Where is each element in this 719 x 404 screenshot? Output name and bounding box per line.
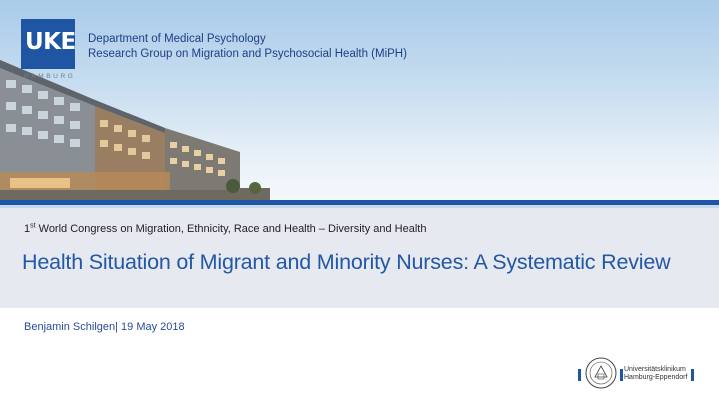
title-panel xyxy=(0,208,719,308)
university-seal-icon xyxy=(585,357,617,389)
congress-ordinal: 1 xyxy=(24,223,31,235)
department-line: Department of Medical Psychology xyxy=(88,33,266,45)
uke-logo-box xyxy=(21,19,75,69)
research-group-line: Research Group on Migration and Psychosocial Health (MiPH) xyxy=(88,48,407,60)
uke-logo-city: HAMBURG xyxy=(24,73,76,80)
hero-banner xyxy=(0,0,719,200)
logo-bar-right xyxy=(691,369,694,381)
congress-line xyxy=(24,223,426,235)
university-name-line1: Universitätsklinikum xyxy=(624,366,686,373)
uke-logo xyxy=(21,19,75,81)
hospital-building-image xyxy=(0,40,719,200)
department-heading xyxy=(88,32,407,62)
university-name-line2: Hamburg-Eppendorf xyxy=(624,374,688,381)
logo-bar-mid xyxy=(620,369,623,381)
uke-logo-text: UKE xyxy=(25,29,76,55)
university-logo xyxy=(578,355,698,389)
author-date-line: Benjamin Schilgen| 19 May 2018 xyxy=(24,321,185,333)
presentation-title: Health Situation of Migrant and Minority Nurses: A Systematic Review xyxy=(22,250,671,274)
congress-text: World Congress on Migration, Ethnicity, Race and Health – Diversity and Health xyxy=(35,223,427,235)
logo-bar-left xyxy=(578,369,581,381)
university-name xyxy=(624,366,687,382)
congress-ordinal-suffix: st xyxy=(30,222,36,230)
